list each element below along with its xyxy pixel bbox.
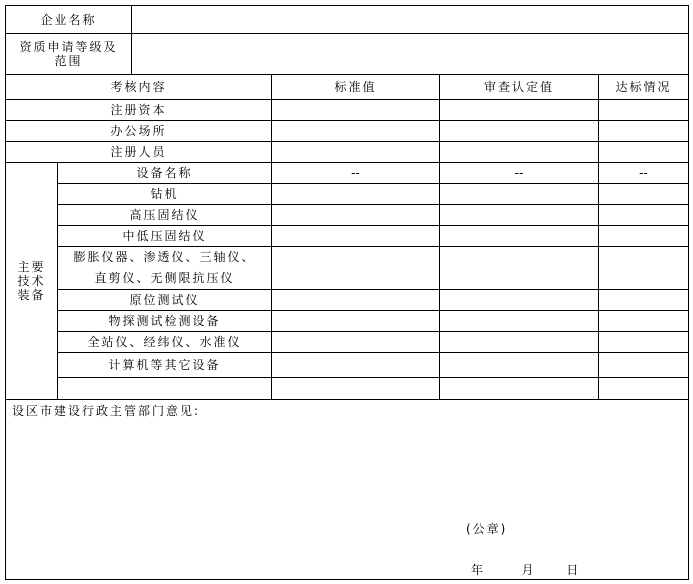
equipment-name: 中低压固结仪 bbox=[58, 226, 272, 247]
standard-cell[interactable] bbox=[272, 378, 440, 400]
standard-cell[interactable] bbox=[272, 226, 440, 247]
equipment-group-line: 技术 bbox=[17, 274, 46, 288]
basic-row bbox=[6, 142, 689, 163]
equipment-group-line: 主要 bbox=[17, 260, 46, 274]
equipment-name: 高压固结仪 bbox=[58, 205, 272, 226]
status-cell[interactable] bbox=[599, 205, 689, 226]
equipment-row bbox=[6, 353, 689, 378]
company-name-row bbox=[6, 6, 689, 34]
basic-row-label: 办公场所 bbox=[6, 121, 272, 142]
date-line bbox=[471, 563, 581, 577]
qualification-label-line1: 资质申请等级及 bbox=[19, 40, 118, 54]
status-cell[interactable] bbox=[599, 121, 689, 142]
status-dash: -- bbox=[599, 163, 689, 184]
standard-cell[interactable] bbox=[272, 100, 440, 121]
equipment-header-row bbox=[6, 163, 689, 184]
standard-cell[interactable] bbox=[272, 353, 440, 378]
equipment-row bbox=[6, 205, 689, 226]
review-cell[interactable] bbox=[440, 142, 599, 163]
date-month-label: 月 bbox=[521, 563, 537, 577]
equipment-name: 全站仪、经纬仪、水准仪 bbox=[58, 332, 272, 353]
review-cell[interactable] bbox=[440, 290, 599, 311]
col-status-header: 达标情况 bbox=[599, 75, 689, 100]
equipment-row bbox=[6, 184, 689, 205]
col-item-header: 考核内容 bbox=[6, 75, 272, 100]
standard-cell[interactable] bbox=[272, 290, 440, 311]
equipment-name-line1: 膨胀仪器、渗透仪、三轴仪、 bbox=[73, 250, 256, 264]
equipment-row bbox=[6, 247, 689, 290]
company-name-label: 企业名称 bbox=[6, 6, 132, 34]
equipment-row bbox=[6, 290, 689, 311]
review-cell[interactable] bbox=[440, 353, 599, 378]
opinion-row bbox=[6, 400, 689, 580]
review-cell[interactable] bbox=[440, 121, 599, 142]
date-year-label: 年 bbox=[471, 563, 487, 577]
col-review-header: 审查认定值 bbox=[440, 75, 599, 100]
standard-cell[interactable] bbox=[272, 205, 440, 226]
opinion-label: 设区市建设行政主管部门意见: bbox=[12, 404, 201, 418]
review-cell[interactable] bbox=[440, 226, 599, 247]
review-cell[interactable] bbox=[440, 247, 599, 290]
status-cell[interactable] bbox=[599, 247, 689, 290]
equipment-name: 原位测试仪 bbox=[58, 290, 272, 311]
equipment-name-line2: 直剪仪、无侧限抗压仪 bbox=[94, 271, 235, 285]
equipment-name-empty bbox=[58, 378, 272, 400]
equipment-name: 计算机等其它设备 bbox=[58, 353, 272, 378]
equipment-row bbox=[6, 226, 689, 247]
status-cell[interactable] bbox=[599, 142, 689, 163]
standard-cell[interactable] bbox=[272, 332, 440, 353]
review-cell[interactable] bbox=[440, 205, 599, 226]
basic-row-label: 注册人员 bbox=[6, 142, 272, 163]
review-cell[interactable] bbox=[440, 311, 599, 332]
standard-cell[interactable] bbox=[272, 184, 440, 205]
standard-cell[interactable] bbox=[272, 247, 440, 290]
qualification-row bbox=[6, 34, 689, 75]
status-cell[interactable] bbox=[599, 184, 689, 205]
status-cell[interactable] bbox=[599, 353, 689, 378]
equipment-group-label bbox=[6, 163, 58, 400]
qualification-review-form bbox=[5, 5, 689, 580]
qualification-label bbox=[6, 34, 132, 75]
equipment-row bbox=[6, 332, 689, 353]
equipment-row bbox=[6, 378, 689, 400]
review-cell[interactable] bbox=[440, 184, 599, 205]
status-cell[interactable] bbox=[599, 290, 689, 311]
qualification-value[interactable] bbox=[132, 34, 689, 75]
official-seal-label: (公章) bbox=[466, 522, 508, 536]
basic-row bbox=[6, 121, 689, 142]
status-cell[interactable] bbox=[599, 311, 689, 332]
equipment-name-header: 设备名称 bbox=[58, 163, 272, 184]
header-row bbox=[6, 75, 689, 100]
review-dash: -- bbox=[440, 163, 599, 184]
standard-cell[interactable] bbox=[272, 121, 440, 142]
date-day-label: 日 bbox=[566, 563, 582, 577]
status-cell[interactable] bbox=[599, 226, 689, 247]
equipment-row bbox=[6, 311, 689, 332]
standard-dash: -- bbox=[272, 163, 440, 184]
basic-row bbox=[6, 100, 689, 121]
equipment-group-line: 装备 bbox=[17, 288, 46, 302]
review-cell[interactable] bbox=[440, 100, 599, 121]
basic-row-label: 注册资本 bbox=[6, 100, 272, 121]
equipment-name: 物探测试检测设备 bbox=[58, 311, 272, 332]
equipment-name bbox=[58, 247, 272, 290]
status-cell[interactable] bbox=[599, 378, 689, 400]
company-name-value[interactable] bbox=[132, 6, 689, 34]
qualification-label-line2: 范围 bbox=[54, 54, 83, 68]
standard-cell[interactable] bbox=[272, 142, 440, 163]
review-cell[interactable] bbox=[440, 378, 599, 400]
status-cell[interactable] bbox=[599, 100, 689, 121]
status-cell[interactable] bbox=[599, 332, 689, 353]
opinion-cell[interactable] bbox=[6, 400, 689, 580]
col-standard-header: 标准值 bbox=[272, 75, 440, 100]
equipment-name: 钻机 bbox=[58, 184, 272, 205]
review-cell[interactable] bbox=[440, 332, 599, 353]
standard-cell[interactable] bbox=[272, 311, 440, 332]
